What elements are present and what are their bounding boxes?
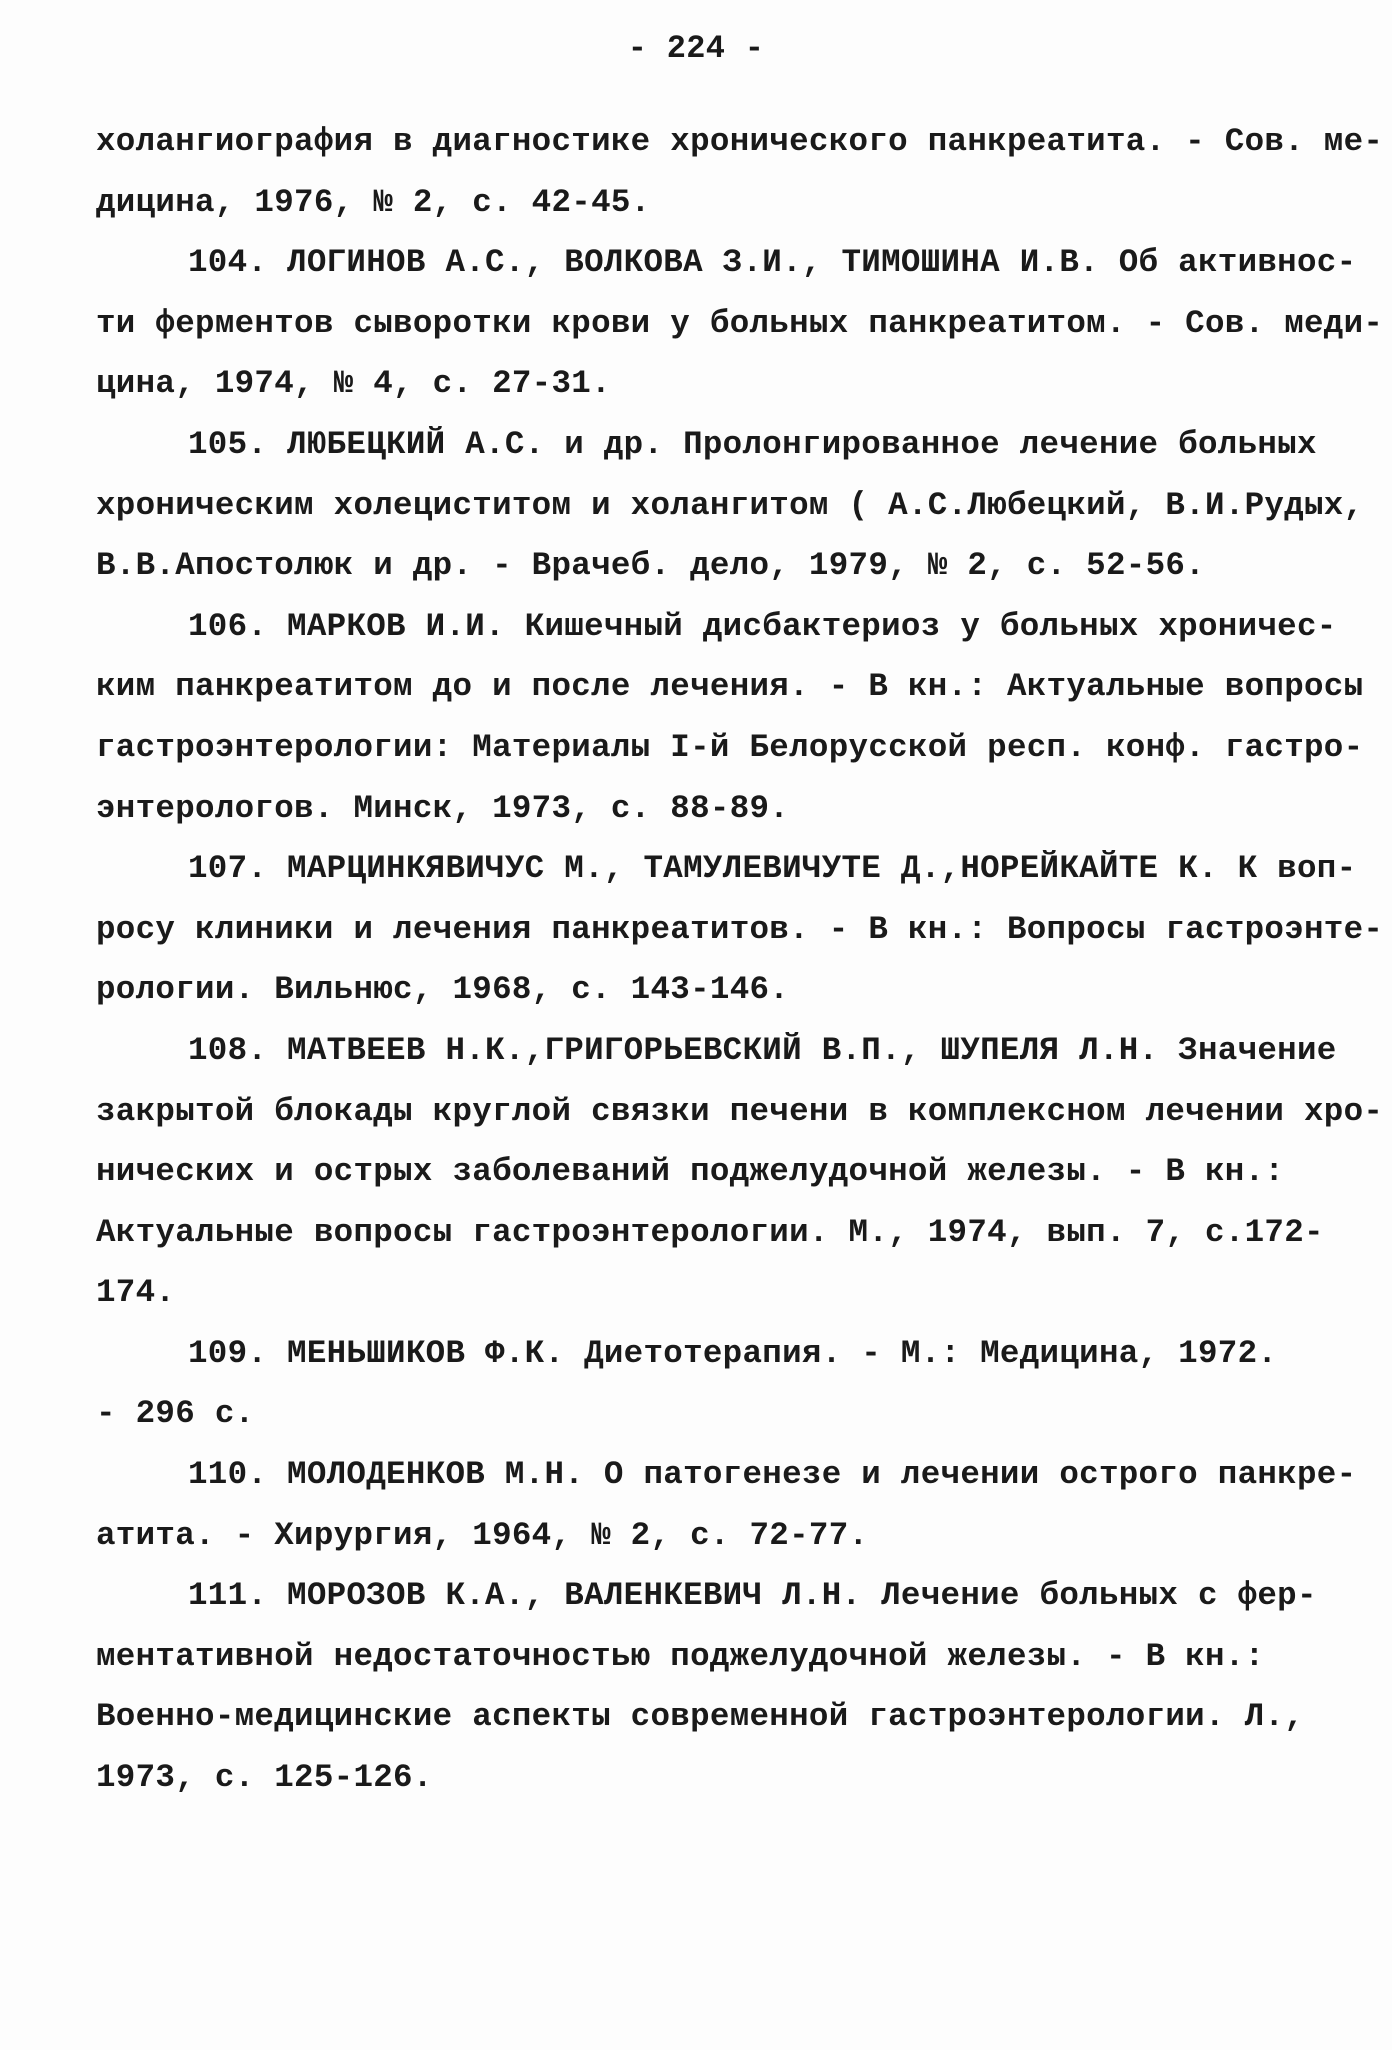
entry-line: росу клиники и лечения панкреатитов. - В кн.: Вопросы гастроэнте-	[96, 910, 1384, 948]
bibliography-entry	[96, 1021, 1384, 1324]
entry-line: рологии. Вильнюс, 1968, с. 143-146.	[96, 971, 790, 1009]
entry-line: хроническим холециститом и холангитом ( А.С.Любецкий, В.И.Рудых,	[96, 486, 1364, 524]
entry-line: В.В.Апостолюк и др. - Врачеб. дело, 1979, № 2, с. 52-56.	[96, 547, 1205, 585]
entry-line: 106. МАРКОВ И.И. Кишечный дисбактериоз у больных хроничес-	[188, 607, 1337, 645]
entry-line: 104. ЛОГИНОВ А.С., ВОЛКОВА З.И., ТИМОШИНА И.В. Об активнос-	[188, 244, 1357, 282]
entry-line: гастроэнтерологии: Материалы I-й Белорусской респ. конф. гастро-	[96, 728, 1364, 766]
entry-line: 111. МОРОЗОВ К.А., ВАЛЕНКЕВИЧ Л.Н. Лечение больных с фер-	[188, 1577, 1317, 1615]
entry-line: цина, 1974, № 4, с. 27-31.	[96, 365, 611, 403]
entry-line: Военно-медицинские аспекты современной гастроэнтерологии. Л.,	[96, 1698, 1304, 1736]
entry-line: 174.	[96, 1274, 176, 1312]
bibliography-entry	[96, 1566, 1317, 1808]
entry-line: ментативной недостаточностью поджелудочной железы. - В кн.:	[96, 1637, 1265, 1675]
entry-line: 107. МАРЦИНКЯВИЧУС М., ТАМУЛЕВИЧУТЕ Д.,НОРЕЙКАЙТЕ К. К воп-	[188, 850, 1357, 888]
entry-line: 110. МОЛОДЕНКОВ М.Н. О патогенезе и лечении острого панкре-	[188, 1456, 1357, 1494]
bibliography-entry	[96, 1324, 1286, 1445]
entry-line: атита. - Хирургия, 1964, № 2, с. 72-77.	[96, 1516, 869, 1554]
entry-line: ким панкреатитом до и после лечения. - В кн.: Актуальные вопросы	[96, 668, 1364, 706]
entry-line: дицина, 1976, № 2, с. 42-45.	[96, 183, 651, 221]
bibliography-entry	[96, 112, 1384, 233]
entry-line: - 296 с.	[96, 1395, 255, 1433]
entry-line: 109. МЕНЬШИКОВ Ф.К. Диетотерапия. - М.: Медицина, 1972.	[188, 1334, 1278, 1372]
entry-line: закрытой блокады круглой связки печени в комплексном лечении хро-	[96, 1092, 1384, 1130]
entry-line: Актуальные вопросы гастроэнтерологии. М., 1974, вып. 7, с.172-	[96, 1213, 1324, 1251]
entry-line: энтерологов. Минск, 1973, с. 88-89.	[96, 789, 790, 827]
entry-line: ти ферментов сыворотки крови у больных панкреатитом. - Сов. меди-	[96, 304, 1384, 342]
entry-line: холангиография в диагностике хронического панкреатита. - Сов. ме-	[96, 123, 1384, 160]
bibliography-entry	[96, 1445, 1357, 1566]
entry-line: нических и острых заболеваний поджелудочной железы. - В кн.:	[96, 1153, 1285, 1191]
entry-line: 1973, с. 125-126.	[96, 1759, 433, 1797]
bibliography-entry	[96, 415, 1364, 597]
bibliography-entry	[96, 233, 1384, 415]
entry-line: 108. МАТВЕЕВ Н.К.,ГРИГОРЬЕВСКИЙ В.П., ШУПЕЛЯ Л.Н. Значение	[188, 1031, 1337, 1069]
bibliography-list	[96, 112, 1384, 1809]
bibliography-entry	[96, 597, 1364, 839]
page-number: - 224 -	[627, 30, 765, 67]
entry-line: 105. ЛЮБЕЦКИЙ А.С. и др. Пролонгированное лечение больных	[188, 425, 1317, 463]
bibliography-entry	[96, 839, 1384, 1021]
